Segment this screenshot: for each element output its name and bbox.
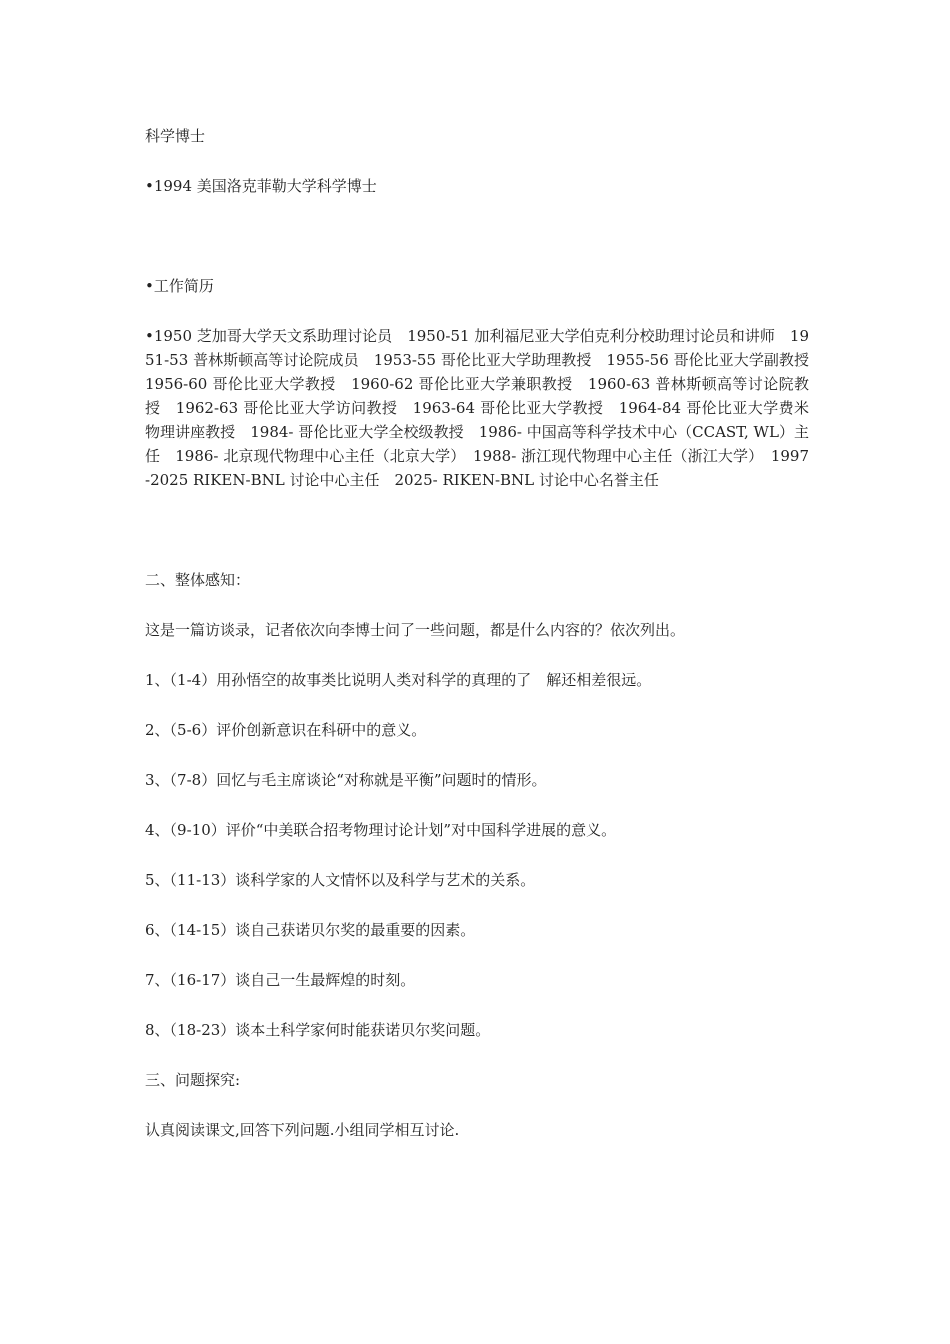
section3-heading: 三、问题探究: bbox=[145, 1071, 241, 1089]
list-item: 5、（11-13）谈科学家的人文情怀以及科学与艺术的关系。 bbox=[145, 871, 536, 889]
section2-intro: 这是一篇访谈录，记者依次向李博士问了一些问题，都是什么内容的？依次列出。 bbox=[145, 621, 686, 639]
work-heading: •工作简历 bbox=[145, 277, 214, 295]
list-item: 1、（1-4）用孙悟空的故事类比说明人类对科学的真理的了 解还相差很远。 bbox=[145, 671, 652, 689]
degree-item: •1994 美国洛克菲勒大学科学博士 bbox=[145, 177, 377, 195]
list-item: 2、（5-6）评价创新意识在科研中的意义。 bbox=[145, 721, 427, 739]
list-item: 4、（9-10）评价“中美联合招考物理讨论计划”对中国科学进展的意义。 bbox=[145, 821, 617, 839]
section3-text: 认真阅读课文,回答下列问题.小组同学相互讨论. bbox=[145, 1121, 460, 1139]
list-item: 8、（18-23）谈本土科学家何时能获诺贝尔奖问题。 bbox=[145, 1021, 491, 1039]
document-page bbox=[145, 124, 825, 1142]
list-item: 7、（16-17）谈自己一生最辉煌的时刻。 bbox=[145, 971, 416, 989]
work-history-paragraph: •1950 芝加哥大学天文系助理讨论员 1950-51 加利福尼亚大学伯克利分校助理讨论员和讲师 1951-53 普林斯顿高等讨论院成员 1953-55 哥伦比亚大学助理教授 1955-56 哥伦比亚大学副教授 1956-60 哥伦比亚大学教授 1960-62 哥伦比亚大学兼职教授 1960-63 普林斯顿高等讨论院教授 1962-63 哥伦比亚大学访问教授 1963-64 哥伦比亚大学教授 1964-84 哥伦比亚大学费米物理讲座教授 1984- 哥伦比亚大学全校级教授 1986- 中国高等科学技术中心（CCAST, WL）主任 1986- 北京现代物理中心主任（北京大学） 1988- 浙江现代物理中心主任（浙江大学） 1997-2025 RIKEN-BNL 讨论中心主任 2025- RIKEN-BNL 讨论中心名誉主任 bbox=[145, 327, 825, 489]
list-item: 3、（7-8）回忆与毛主席谈论“对称就是平衡”问题时的情形。 bbox=[145, 771, 547, 789]
section2-heading: 二、整体感知： bbox=[145, 571, 251, 589]
list-item: 6、（14-15）谈自己获诺贝尔奖的最重要的因素。 bbox=[145, 921, 476, 939]
degree-heading: 科学博士 bbox=[145, 127, 206, 145]
